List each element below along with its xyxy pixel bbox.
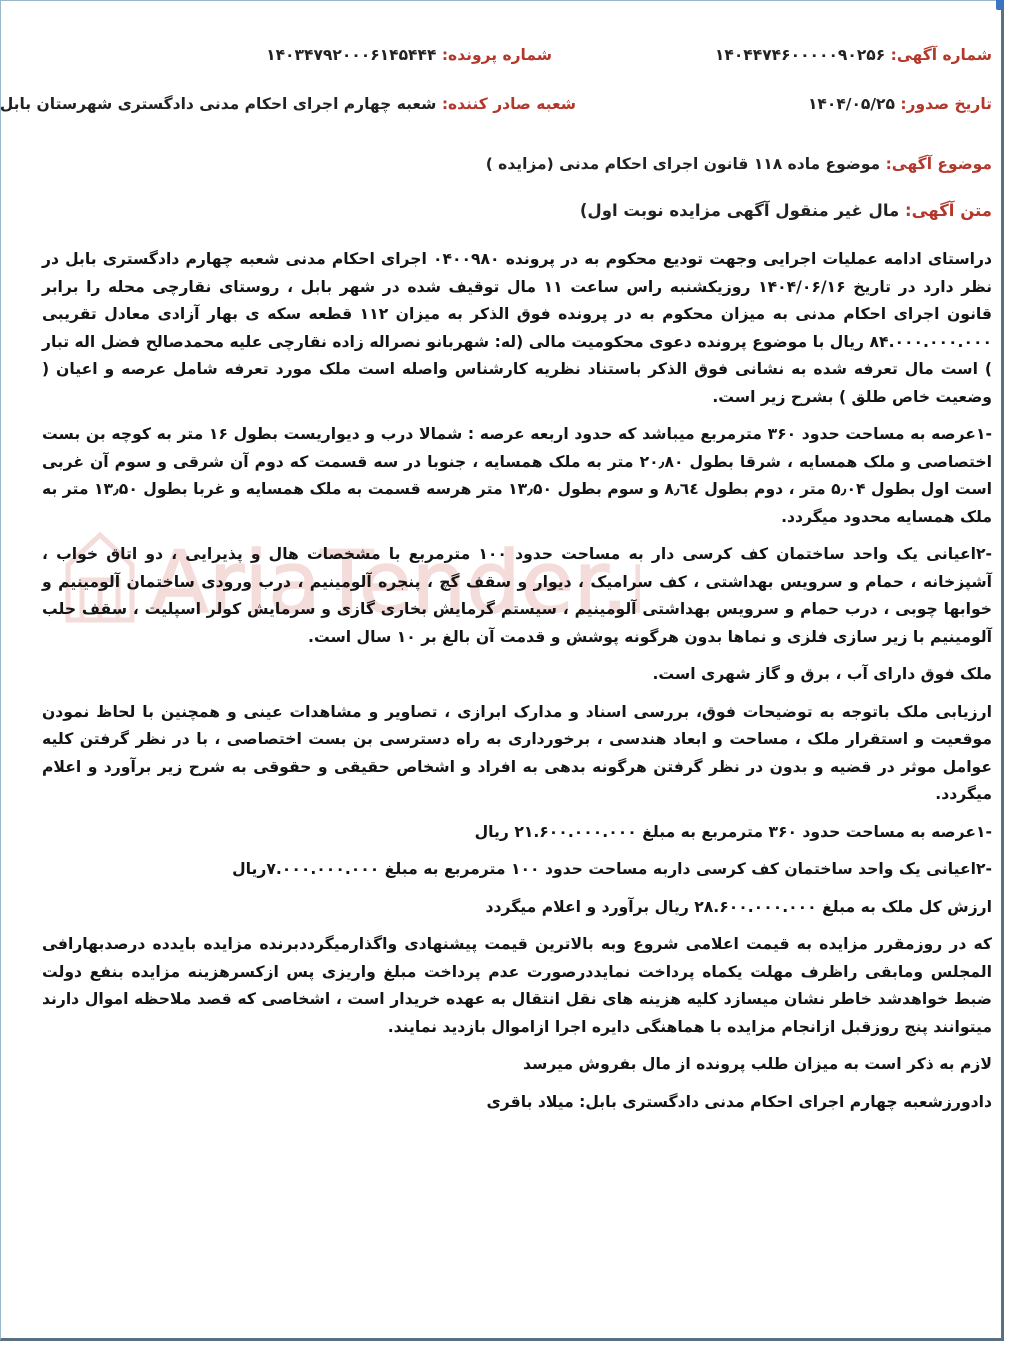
text-label: متن آگهی:: [905, 201, 992, 220]
body-paragraph-land: -۱عرصه به مساحت حدود ۳۶۰ مترمربع میباشد که حدود اربعه عرصه : شمالا درب و دیواریست بطول ۱۶ متر به کوچه بن بست اختصاصی و ملک همسایه ، شرقا بطول ۲۰٫۸۰ متر به ملک همسایه ، جنوبا در سه قسمت که دوم آن شرقی و سوم آن غربی است اول بطول ۵٫۰۴ متر ، دوم بطول ۸٫٦٤ و سوم بطول ۱۳٫۵۰ متر هرسه قسمت به ملک همسایه و غربا بطول ۱۳٫۵۰ متر به ملک همسایه محدود میگردد.: [42, 425, 993, 526]
body-paragraph-terms: که در روزمقرر مزایده به قیمت اعلامی شروع وبه بالاترین قیمت پیشنهادی واگذارمیگرددبرنده مزایده بایدده درصدبهارافی المجلس ومابقی راظرف مهلت یکماه پرداخت نمایددرصورت عدم پرداخت مبلغ واریزی پس ازکسرهزینه مزایده بنفع دولت ضبط خواهدشد خاطر نشان میسازد کلیه هزینه های نقل انتقال به عهده خریدار است ، اشخاصی که قصد ملاحظه اموال دارند میتوانند پنج روزقبل ازانجام مزایده با هماهنگی دایره اجرا ازاموال بازدید نمایند.: [42, 935, 992, 1036]
subject-value: موضوع ماده ۱۱۸ قانون اجرای احکام مدنی (مزایده ): [485, 155, 881, 173]
notice-number: [715, 46, 992, 64]
case-number-label: شماره پرونده:: [441, 46, 552, 64]
subject-label: موضوع آگهی:: [885, 155, 992, 173]
issuing-branch-value: شعبه چهارم اجرای احکام مدنی دادگستری شهرستان بابل: [0, 95, 437, 113]
body-paragraph-signature: دادورزشعبه چهارم اجرای احکام مدنی دادگستری بابل: میلاد باقری: [486, 1092, 992, 1111]
issuing-branch-label: شعبه صادر کننده:: [441, 95, 576, 113]
scroll-indicator[interactable]: [996, 0, 1004, 10]
body-paragraph-appraisal: ارزیابی ملک باتوجه به توضیحات فوق، بررسی اسناد و مدارک ابرازی ، تصاویر و مشاهدات عینی و همچنین با لحاظ نمودن موقعیت و استقرار ملک ، مساحت و ابعاد هندسی ، برخورداری به راه دسترسی بن بست اختصاصی ، با در نظر گرفتن کلیه عوامل موثر در قضیه و بدون در نظر گرفتن هرگونه بدهی به افراد و اشخاص حقیقی و حقوقی به شرح زیر برآورد و اعلام میگردد.: [42, 702, 992, 803]
notice-number-label: شماره آگهی:: [890, 46, 992, 64]
body-paragraph-note: لازم به ذکر است به میزان طلب پرونده از مال بفروش میرسد: [523, 1055, 992, 1073]
notice-body: [42, 246, 992, 1116]
case-number: [266, 46, 552, 64]
body-paragraph-building: -۲اعیانی یک واحد ساختمان کف کرسی دار به مساحت حدود ۱۰۰ مترمربع با مشخصات هال و پذیرایی ، دو اتاق خواب ، آشپزخانه ، حمام و سرویس بهداشتی ، کف سرامیک ، دیوار و سقف گچ ، پنجره آلومینیم ، درب ورودی ساختمان آلومینیم و خوابها چوبی ، درب حمام و سرویس بهداشتی آلومینیم ، سیستم گرمایش بخاری گازی و سرمایش کولر اسپلیت ، سقف حلب آلومینیم با زیر سازی فلزی و نماها بدون هرگونه پوشش و قدمت آن بالغ بر ۱۰ سال است.: [42, 545, 992, 646]
issue-date-value: ۱۴۰۴/۰۵/۲۵: [807, 95, 895, 113]
notice-subject: [486, 155, 992, 173]
notice-text-heading: [580, 201, 992, 220]
case-number-value: ۱۴۰۳۴۷۹۲۰۰۰۶۱۴۵۴۴۴: [266, 46, 437, 64]
notice-number-value: ۱۴۰۴۴۷۴۶۰۰۰۰۰۹۰۲۵۶: [714, 46, 886, 64]
body-paragraph-intro: دراستای ادامه عملیات اجرایی وجهت تودیع محکوم به در پرونده ۰۴۰۰۹۸۰ اجرای احکام مدنی شعبه چهارم دادگستری بابل در نظر دارد در تاریخ ۱۴۰۴/۰۶/۱۶ روزیکشنبه راس ساعت ۱۱ مال توقیف شده در شهر بابل ، روستای نقارچی محله را برابر قانون اجرای احکام مدنی به میزان محکوم به در پرونده فوق الذکر به میزان ۱۱۲ قطعه سکه ی بهار آزادی معادل تقریبی ۸۴.۰۰۰.۰۰۰.۰۰۰ ریال با موضوع پرونده دعوی محکومیت مالی (له: شهربانو نصراله زاده نقارچی علیه محمدصالح فضل اله تبار ) است مال تعرفه شده به نشانی فوق الذکر باستناد نظریه کارشناس واصله است ملک مورد تعرفه شامل عرصه و اعیان ( وضعیت خاص طلق ) بشرح زیر است.: [42, 250, 992, 406]
body-paragraph-land-value: -۱عرصه به مساحت حدود ۳۶۰ مترمربع به مبلغ ۲۱.۶۰۰.۰۰۰.۰۰۰ ریال: [474, 822, 992, 841]
body-paragraph-building-value: -۲اعیانی یک واحد ساختمان کف کرسی داربه مساحت حدود ۱۰۰ مترمربع به مبلغ ۷.۰۰۰.۰۰۰.۰۰۰ریال: [232, 860, 992, 878]
body-paragraph-utilities: ملک فوق دارای آب ، برق و گاز شهری است.: [652, 665, 992, 683]
issuing-branch: [0, 95, 576, 113]
issue-date: [808, 95, 992, 113]
issue-date-label: تاریخ صدور:: [900, 95, 992, 113]
body-paragraph-total-value: ارزش کل ملک به مبلغ ۲۸.۶۰۰.۰۰۰.۰۰۰ ریال برآورد و اعلام میگردد: [485, 897, 992, 916]
text-title: مال غیر منقول آگهی مزایده نوبت اول): [579, 201, 900, 220]
